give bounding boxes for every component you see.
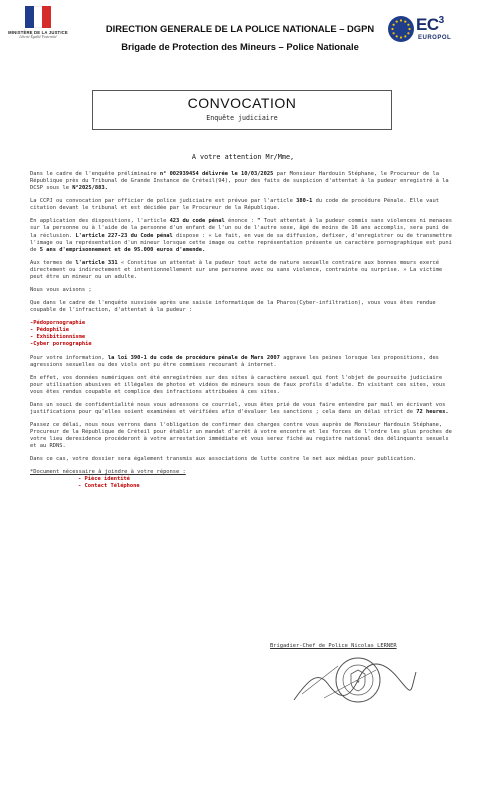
eu-stars-icon — [388, 16, 414, 42]
paragraph-ccpj: La CCPJ ou convocation par officier de police judiciaire est prévue par l'article 380-1 du code de procédure Pénale. Elle vaut citation devant le tribunal et est décidée par le Procureur de la République. — [30, 198, 439, 212]
paragraph-confidentialite: Dans un souci de confidentialité nous vous adressons ce courriel, vous êtes prié de vous faire entendre par mail en écrivant vos justifications pour qu'elles soient examinées et vérifiées afin d'évaluer les sanctions ; cela dans un délai strict de 72 heures. — [30, 401, 449, 416]
convocation-title-box — [92, 90, 392, 130]
french-flag-icon — [25, 6, 51, 28]
paragraph-saisie: Que dans le cadre de l'enquête susvisée après une saisie informatique de la Pharos(Cyber-infiltration), vous vous êtes rendue coupable de l'infraction, d'attentat à la pudeur : — [30, 299, 436, 314]
document-subtitle: Enquête judiciaire — [206, 114, 278, 122]
salutation: A votre attention Mr/Mme, — [191, 153, 295, 161]
ministere-logo — [8, 6, 68, 40]
europol-label: EUROPOL — [418, 35, 452, 41]
paragraph-medias: Dans ce cas, votre dossier sera également transmis aux associations de lutte contre le net aux médias pour publication. — [30, 456, 417, 463]
offense-item: -Cyber pornographie — [30, 341, 92, 348]
paragraph-delai: Passez ce délai, nous nous verrons dans l'obligation de confirmer des charges contre vous auprès de Monsieur Hardouin Stéphane, Procureur de la République de Créteil pour établir un mandat d'arrêt à votre encontre et les forces de l'ordre les plus proches de votre lieu deresidence procéderont à votre arrestation immédiate et vous serez fiché au registre national des délinquants sexuels et au RDNS. — [30, 421, 452, 450]
signatory-name: Brigadier-Chef de Police Nicolas LERNER — [270, 643, 397, 649]
paragraph-article-331: Aux termes de l'article 331 « Constitue un attentat à la pudeur tout acte de nature sexuelle contraire aux bonnes mœurs exercé directement ou indirectement et intentionnellement sur une personne avec ou sans violence, contrainte ou surprise. » La victime peut être un mineur ou un adulte. — [30, 259, 443, 281]
document-item: - Pièce identité — [78, 476, 130, 483]
signature-and-stamp — [288, 650, 418, 710]
svg-text:★: ★ — [355, 679, 361, 685]
offense-item: -Pédopornographie — [30, 319, 86, 326]
paragraph-donnees: En effet, vos données numériques ont été enregistrées sur des sites à caractère sexuel qui font l'objet de poursuite judiciaire pour utilisation abusives et illégales de photos et vidéos de mineurs sous de faux profils d'adulte. En visitant ces sites, vous vous êtes rendus coupable et complice des infractions attribuées à ces sites. — [30, 374, 446, 396]
devise: Liberté Égalité Fraternité — [19, 35, 57, 39]
paragraph-loi-390: Pour votre information, la loi 390-1 du code de procédure pénale de Mars 2007 aggrave les peines lorsque les propositions, des agressions sexuelles ou des viols ont pu être commises recourant à internet. — [30, 354, 439, 368]
paragraph-enquete: Dans le cadre de l'enquête préliminaire n° 002939454 délivrée le 10/03/2025 par Monsieur Hardouin Stéphane, le Procureur de la République près du Tribunal de Grande Instance de Créteil(94), pour des faits de suspicion d'attentat à la pudeur enregistré à la DCSP sous le N°2025/883. — [30, 171, 449, 192]
header-title — [90, 22, 390, 59]
offense-item: - Pédophilie — [30, 327, 69, 334]
paragraph-article-423: En application des dispositions, l'article 423 du code pénal énonce : " Tout attentat à la pudeur commis sans violences ni menaces sur la personne ou à l'aide de la personne d'un enfant de l'un ou de l'autre sexe, âgé de moins de 16 ans accomplis, sera puni de la réclusion. L'article 227-23 du Code pénal dispose : « Le fait, en vue de sa diffusion, defixer, d'enregistrer ou de transmettre l'image ou la représentation d'un mineur lorsque cette image ou cette représentation présente un caractère pornographique est puni de 5 ans d'emprisonnement et de 95.000 euros d'amende. — [30, 218, 452, 254]
letter-body — [30, 171, 458, 491]
offense-list — [30, 320, 458, 349]
header-line-dgpn: DIRECTION GENERALE DE LA POLICE NATIONALE – DGPN — [105, 23, 375, 34]
ministere-name: MINISTÈRE DE LA JUSTICE — [8, 30, 68, 35]
documents-required — [30, 469, 458, 491]
documents-label: *Document nécessaire à joindre à votre réponse : — [30, 469, 186, 476]
document-item: - Contact Téléphone — [78, 483, 140, 490]
police-stamp-icon — [334, 656, 382, 704]
paragraph-avisons: Nous vous avisons ; — [30, 287, 92, 294]
document-title: CONVOCATION — [187, 95, 297, 111]
offense-item: - Exhibitionnisme — [30, 334, 86, 341]
letterhead — [0, 0, 486, 74]
header-line-brigade: Brigade de Protection des Mineurs – Police Nationale — [121, 41, 359, 52]
ec3-europol-logo — [388, 16, 480, 44]
ec3-logo-text: $EC^3$ — [416, 15, 444, 34]
